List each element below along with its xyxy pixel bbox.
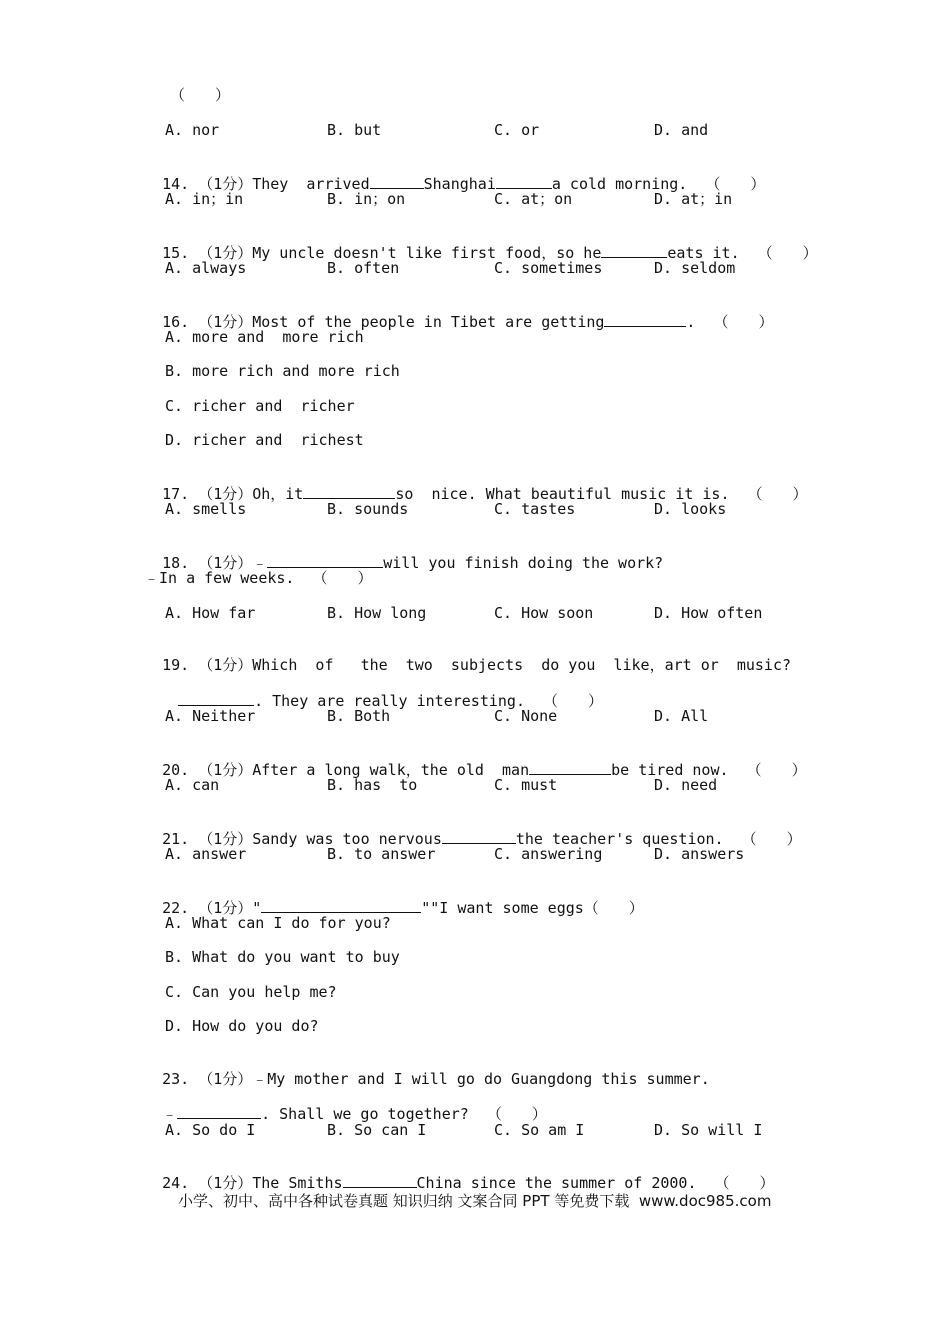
q20-text-b: be tired now. （ ） bbox=[611, 761, 807, 779]
q14-option-a: A. in；in bbox=[165, 190, 244, 208]
q17-text-b: so nice. What beautiful music it is. （ ） bbox=[395, 485, 808, 503]
q18-option-c: C. How soon bbox=[494, 604, 594, 622]
q23-score: （1分） bbox=[198, 1070, 253, 1088]
q22-option-b: B. What do you want to buy bbox=[165, 948, 400, 966]
q16-text-a: Most of the people in Tibet are getting bbox=[252, 313, 605, 331]
q14-option-c: C. at；on bbox=[494, 190, 573, 208]
q19-blank bbox=[178, 691, 254, 706]
q18-option-d: D. How often bbox=[654, 604, 763, 622]
q17-option-a: A. smells bbox=[165, 500, 247, 518]
q22-text-b: ""I want some eggs（ ） bbox=[421, 899, 644, 917]
q22-score: （1分） bbox=[198, 899, 253, 917]
q20-option-b: B. has to bbox=[327, 776, 418, 794]
q14-text-c: a cold morning. （ ） bbox=[551, 175, 766, 193]
q13-answer-paren: （ ） bbox=[170, 86, 231, 104]
q24-text-b: China since the summer of 2000. （ ） bbox=[416, 1174, 775, 1192]
q22-option-a: A. What can I do for you? bbox=[165, 914, 391, 932]
q24-score: （1分） bbox=[198, 1174, 253, 1192]
q22-blank bbox=[261, 898, 421, 913]
q17-stem bbox=[144, 466, 808, 503]
q19-option-d: D. All bbox=[654, 707, 709, 725]
q15-option-c: C. sometimes bbox=[494, 259, 603, 277]
q17-score: （1分） bbox=[198, 485, 253, 503]
q17-text-a: Oh，it bbox=[252, 485, 304, 503]
q23-option-d: D. So will I bbox=[654, 1121, 763, 1139]
q23-line2-a: ﹣ bbox=[162, 1105, 178, 1123]
q18-blank bbox=[267, 553, 383, 568]
q14-text-b: Shanghai bbox=[423, 175, 496, 193]
q14-blank-1 bbox=[370, 174, 424, 189]
q14-number: 14. bbox=[162, 175, 190, 193]
q15-option-d: D. seldom bbox=[654, 259, 736, 277]
q15-option-b: B. often bbox=[327, 259, 400, 277]
q19-score: （1分） bbox=[198, 656, 253, 674]
q22-stem bbox=[144, 880, 644, 917]
q18-text-a: ﹣ bbox=[252, 554, 268, 572]
q13-option-d: D. and bbox=[654, 121, 709, 139]
q22-option-c: C. Can you help me? bbox=[165, 983, 337, 1001]
q21-text-a: Sandy was too nervous bbox=[252, 830, 442, 848]
q16-option-d: D. richer and richest bbox=[165, 431, 364, 449]
q18-stem bbox=[144, 535, 663, 572]
q15-score: （1分） bbox=[198, 244, 253, 262]
q16-option-c: C. richer and richer bbox=[165, 397, 355, 415]
q22-option-d: D. How do you do? bbox=[165, 1017, 319, 1035]
q14-score: （1分） bbox=[198, 175, 253, 193]
q23-line2-b: . Shall we go together? （ ） bbox=[261, 1105, 547, 1123]
q14-text-a: They arrived bbox=[252, 175, 370, 193]
q17-option-b: B. sounds bbox=[327, 500, 409, 518]
q24-number: 24. bbox=[162, 1174, 190, 1192]
q20-score: （1分） bbox=[198, 761, 253, 779]
q21-option-c: C. answering bbox=[494, 845, 603, 863]
q14-blank-2 bbox=[496, 174, 552, 189]
q15-text-a: My uncle doesn't like first food，so he bbox=[252, 244, 602, 262]
q17-option-c: C. tastes bbox=[494, 500, 576, 518]
q15-text-b: eats it. （ ） bbox=[667, 244, 818, 262]
q16-blank bbox=[604, 312, 686, 327]
q23-stem bbox=[144, 1052, 710, 1088]
q16-score: （1分） bbox=[198, 313, 253, 331]
q16-number: 16. bbox=[162, 313, 190, 331]
q23-option-b: B. So can I bbox=[327, 1121, 427, 1139]
q19-option-c: C. None bbox=[494, 707, 558, 725]
q17-blank bbox=[303, 484, 395, 499]
q22-text-a: " bbox=[252, 899, 262, 917]
q18-text-b: will you finish doing the work? bbox=[383, 554, 664, 572]
q23-response-line bbox=[144, 1086, 547, 1123]
q21-blank bbox=[442, 829, 516, 844]
q15-number: 15. bbox=[162, 244, 190, 262]
q21-text-b: the teacher's question. （ ） bbox=[515, 830, 802, 848]
q24-blank bbox=[343, 1173, 417, 1188]
q18-response-line: ﹣In a few weeks. （ ） bbox=[144, 569, 373, 587]
q18-option-a: A. How far bbox=[165, 604, 256, 622]
q24-stem bbox=[144, 1155, 775, 1192]
q15-option-a: A. always bbox=[165, 259, 247, 277]
q13-option-b: B. but bbox=[327, 121, 382, 139]
q19-stem bbox=[144, 638, 791, 674]
q17-option-d: D. looks bbox=[654, 500, 727, 518]
q16-option-a: A. more and more rich bbox=[165, 328, 364, 346]
q20-number: 20. bbox=[162, 761, 190, 779]
q19-response-line bbox=[160, 673, 603, 710]
q20-option-a: A. can bbox=[165, 776, 220, 794]
q24-text-a: The Smiths bbox=[252, 1174, 343, 1192]
q20-option-c: C. must bbox=[494, 776, 558, 794]
page-footer: 小学、初中、高中各种试卷真题 知识归纳 文案合同 PPT 等免费下载 www.doc985.com bbox=[178, 1192, 772, 1210]
q13-option-c: C. or bbox=[494, 121, 540, 139]
q21-option-b: B. to answer bbox=[327, 845, 436, 863]
q18-score: （1分） bbox=[198, 554, 253, 572]
q22-number: 22. bbox=[162, 899, 190, 917]
q21-option-d: D. answers bbox=[654, 845, 745, 863]
q21-number: 21. bbox=[162, 830, 190, 848]
q23-option-a: A. So do I bbox=[165, 1121, 256, 1139]
q19-number: 19. bbox=[162, 656, 190, 674]
q15-stem bbox=[144, 225, 818, 262]
q20-blank bbox=[529, 760, 611, 775]
q15-blank bbox=[601, 243, 667, 258]
q20-text-a: After a long walk，the old man bbox=[252, 761, 530, 779]
q23-number: 23. bbox=[162, 1070, 190, 1088]
q18-option-b: B. How long bbox=[327, 604, 427, 622]
q23-text-a: ﹣My mother and I will go do Guangdong this summer. bbox=[252, 1070, 710, 1088]
q19-line2: . They are really interesting. （ ） bbox=[254, 692, 604, 710]
q14-option-d: D. at；in bbox=[654, 190, 733, 208]
q20-stem bbox=[144, 742, 807, 779]
q14-stem bbox=[144, 156, 765, 193]
q23-option-c: C. So am I bbox=[494, 1121, 585, 1139]
q21-stem bbox=[144, 811, 802, 848]
q16-stem bbox=[144, 294, 774, 331]
q16-option-b: B. more rich and more rich bbox=[165, 362, 400, 380]
q17-number: 17. bbox=[162, 485, 190, 503]
q16-text-b: . （ ） bbox=[686, 313, 774, 331]
q19-option-b: B. Both bbox=[327, 707, 391, 725]
q21-score: （1分） bbox=[198, 830, 253, 848]
q18-number: 18. bbox=[162, 554, 190, 572]
q19-text-a: Which of the two subjects do you like，art or music? bbox=[252, 656, 792, 674]
q13-option-a: A. nor bbox=[165, 121, 220, 139]
q23-blank bbox=[177, 1104, 261, 1119]
q14-option-b: B. in；on bbox=[327, 190, 406, 208]
q19-option-a: A. Neither bbox=[165, 707, 256, 725]
q21-option-a: A. answer bbox=[165, 845, 247, 863]
q20-option-d: D. need bbox=[654, 776, 718, 794]
